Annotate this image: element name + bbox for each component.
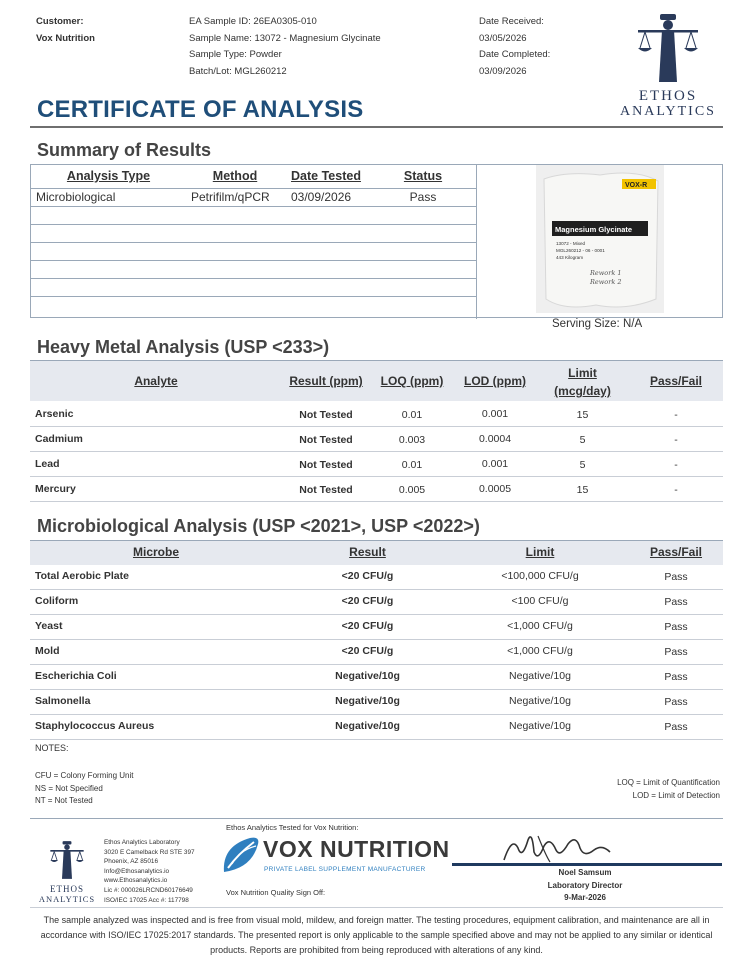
lab-line: www.Ethosanalytics.io — [104, 877, 168, 885]
hm-header-lod: LOD (ppm) — [464, 374, 526, 388]
summary-table — [30, 164, 723, 318]
hm-header-analyte: Analyte — [134, 374, 178, 388]
summary-line — [31, 242, 476, 243]
hm-cell-lod: 0.001 — [481, 408, 509, 420]
serving-size: Serving Size: N/A — [552, 318, 643, 330]
scales-of-justice-icon — [633, 12, 703, 84]
sample-id: EA Sample ID: 26EA0305-010 — [189, 16, 317, 27]
micro-cell-result: Negative/10g — [335, 670, 400, 682]
heavy-metal-title: Heavy Metal Analysis (USP <233>) — [37, 337, 330, 357]
micro-cell-microbe: Total Aerobic Plate — [35, 570, 129, 582]
summary-cell-analysis-type: Microbiological — [36, 190, 116, 204]
logo-line-2: ANALYTICS — [620, 104, 716, 119]
hm-header-pass-fail: Pass/Fail — [649, 374, 703, 388]
hm-cell-pass-fail: - — [674, 459, 678, 471]
hm-header-result: Result (ppm) — [289, 374, 363, 388]
micro-cell-result: Negative/10g — [335, 720, 400, 732]
hm-cell-result: Not Tested — [299, 409, 353, 421]
notes-label: NOTES: — [35, 743, 69, 753]
logo-line-1: ETHOS — [638, 88, 698, 104]
summary-cell-method: Petrifilm/qPCR — [191, 190, 270, 204]
sample-type: Sample Type: Powder — [189, 49, 282, 60]
note-cfu: CFU = Colony Forming Unit — [35, 771, 134, 780]
row-divider — [30, 689, 723, 690]
row-divider — [30, 501, 723, 502]
note-ns: NS = Not Specified — [35, 783, 103, 793]
summary-cell-date-tested: 03/09/2026 — [291, 190, 352, 204]
hm-cell-lod: 0.0005 — [478, 483, 512, 495]
hm-cell-loq: 0.003 — [398, 434, 426, 446]
summary-line — [31, 206, 476, 207]
micro-header-pass-fail: Pass/Fail — [649, 545, 703, 559]
micro-cell-microbe: Yeast — [35, 620, 63, 632]
lab-line: Ethos Analytics Laboratory — [104, 839, 180, 846]
vox-logo-subtitle: PRIVATE LABEL SUPPLEMENT MANUFACTURER — [264, 866, 426, 873]
customer-value: Vox Nutrition — [36, 32, 95, 44]
scales-of-justice-icon — [47, 840, 87, 880]
sign-date: 9-Mar-2026 — [564, 893, 606, 902]
micro-cell-pass-fail: Pass — [664, 571, 688, 583]
product-photo — [536, 165, 664, 313]
micro-cell-microbe: Escherichia Coli — [35, 670, 117, 682]
date-completed-label: Date Completed: — [479, 49, 551, 60]
micro-cell-limit: Negative/10g — [509, 670, 571, 682]
hm-cell-limit: 15 — [576, 484, 589, 496]
hm-cell-loq: 0.01 — [401, 459, 423, 471]
hm-cell-limit: 5 — [579, 459, 586, 471]
hm-cell-lod: 0.0004 — [478, 433, 512, 445]
tested-for-caption: Ethos Analytics Tested for Vox Nutrition: — [226, 823, 359, 832]
footer-logo-line-1: ETHOS — [50, 884, 84, 894]
micro-header-result: Result — [349, 545, 386, 559]
hm-cell-result: Not Tested — [299, 459, 353, 471]
hm-cell-pass-fail: - — [674, 409, 678, 421]
hm-cell-limit: 15 — [576, 409, 589, 421]
hm-cell-pass-fail: - — [674, 484, 678, 496]
hm-cell-analyte: Arsenic — [35, 408, 74, 420]
summary-title: Summary of Results — [37, 140, 212, 160]
signer-title: Laboratory Director — [547, 881, 623, 890]
micro-cell-result: <20 CFU/g — [341, 595, 394, 607]
micro-cell-limit: <1,000 CFU/g — [507, 645, 573, 657]
summary-line — [31, 260, 476, 261]
micro-cell-pass-fail: Pass — [664, 646, 688, 658]
quality-signoff-caption: Vox Nutrition Quality Sign Off: — [226, 888, 326, 897]
note-loq: LOQ = Limit of Quantification — [617, 778, 720, 787]
micro-cell-result: <20 CFU/g — [341, 570, 394, 582]
note-lod: LOD = Limit of Detection — [632, 790, 720, 800]
micro-cell-result: Negative/10g — [335, 695, 400, 707]
row-divider — [30, 639, 723, 640]
micro-header-microbe: Microbe — [132, 545, 179, 559]
micro-cell-pass-fail: Pass — [664, 596, 688, 608]
hm-header-limit: Limit — [568, 366, 597, 380]
customer-block — [36, 14, 95, 47]
ethos-logo — [612, 12, 724, 119]
micro-cell-limit: <1,000 CFU/g — [507, 620, 573, 632]
micro-title: Microbiological Analysis (USP <2021>, USP <2022>) — [37, 516, 480, 536]
photo-label-line-2: MGL260212 - 06 - 0001 — [556, 248, 605, 253]
micro-cell-pass-fail: Pass — [664, 696, 688, 708]
footer-rule — [30, 818, 723, 819]
photo-handwriting-1: Rework 1 — [590, 269, 622, 277]
micro-cell-limit: <100,000 CFU/g — [501, 570, 579, 582]
hm-cell-loq: 0.01 — [401, 409, 423, 421]
photo-brand-text: VOX-R — [625, 182, 648, 189]
notes-abbreviations-left — [35, 770, 133, 808]
lab-line: Phoenix, AZ 85016 — [104, 858, 159, 866]
hm-cell-lod: 0.001 — [481, 458, 509, 470]
summary-header-analysis-type: Analysis Type — [66, 169, 151, 183]
hm-cell-result: Not Tested — [299, 434, 353, 446]
footer-ethos-logo — [33, 840, 101, 904]
date-completed: 03/09/2026 — [479, 65, 527, 77]
row-divider — [30, 714, 723, 715]
disclaimer-rule — [30, 907, 723, 908]
note-nt: NT = Not Tested — [35, 796, 93, 805]
row-divider — [30, 664, 723, 665]
row-divider — [30, 426, 723, 427]
lab-line: Lic #: 000026LRCND60176649 — [104, 886, 193, 894]
micro-cell-limit: <100 CFU/g — [511, 595, 569, 607]
hm-cell-loq: 0.005 — [398, 484, 426, 496]
summary-line — [31, 224, 476, 225]
micro-cell-limit: Negative/10g — [509, 720, 571, 732]
signer-name: Noel Samsum — [558, 868, 612, 877]
hm-cell-result: Not Tested — [299, 484, 353, 496]
signature — [498, 826, 618, 866]
signature-line — [452, 863, 722, 866]
micro-cell-result: <20 CFU/g — [341, 620, 394, 632]
row-divider — [30, 476, 723, 477]
footer-logo-line-2: ANALYTICS — [38, 894, 96, 904]
summary-header-date-tested: Date Tested — [291, 169, 361, 183]
customer-label: Customer: — [36, 16, 84, 27]
summary-cell-status: Pass — [409, 190, 437, 204]
row-divider — [30, 614, 723, 615]
micro-cell-limit: Negative/10g — [509, 695, 571, 707]
sample-name: Sample Name: 13072 - Magnesium Glycinate — [189, 32, 381, 44]
lab-address — [104, 838, 195, 905]
micro-cell-pass-fail: Pass — [664, 721, 688, 733]
summary-header-method: Method — [212, 169, 258, 183]
micro-cell-pass-fail: Pass — [664, 621, 688, 633]
hm-cell-analyte: Mercury — [35, 483, 76, 495]
date-received-label: Date Received: — [479, 16, 544, 27]
title-rule — [30, 126, 723, 128]
photo-handwriting-2: Rework 2 — [590, 278, 622, 286]
vox-leaf-icon — [220, 834, 262, 876]
micro-cell-microbe: Mold — [35, 645, 60, 657]
micro-cell-microbe: Salmonella — [35, 695, 91, 707]
sample-block — [189, 14, 381, 80]
summary-header-status: Status — [403, 169, 443, 183]
summary-divider — [476, 165, 477, 319]
vox-logo-name: VOX NUTRITION — [263, 836, 450, 862]
photo-label-title: Magnesium Glycinate — [555, 225, 633, 234]
hm-header-loq: LOQ (ppm) — [380, 374, 444, 388]
lab-line: Info@Ethosanalytics.io — [104, 867, 170, 875]
row-divider — [30, 589, 723, 590]
date-received: 03/05/2026 — [479, 32, 527, 44]
row-divider — [30, 739, 723, 740]
lab-line: ISO/IEC 17025 Acc #: 117798 — [104, 896, 189, 904]
hm-cell-analyte: Lead — [35, 458, 60, 470]
notes-abbreviations-right — [617, 777, 720, 802]
page-title: CERTIFICATE OF ANALYSIS — [37, 96, 364, 123]
micro-header-limit: Limit — [525, 545, 555, 559]
micro-cell-result: <20 CFU/g — [341, 645, 394, 657]
photo-label-line-3: 443 Kilogram — [556, 255, 584, 260]
micro-cell-microbe: Staphylococcus Aureus — [35, 720, 155, 732]
dates-block — [479, 14, 550, 80]
disclaimer: The sample analyzed was inspected and is free from visual mold, mildew, and foreign matter. The testing procedures, equipment calibration, and maintenance are all in accordance with ISO/IEC 17025:2017 standards. The presented report is only applicable to the sample specified above and may not be applied to any similar or identical products. Reports are prohibited from being reproduced with alterations of any kind. — [40, 915, 713, 955]
micro-cell-microbe: Coliform — [35, 595, 79, 607]
hm-cell-pass-fail: - — [674, 434, 678, 446]
summary-line — [31, 278, 476, 279]
micro-cell-pass-fail: Pass — [664, 671, 688, 683]
hm-cell-analyte: Cadmium — [35, 433, 83, 445]
photo-label-line-1: 13072 - Mixed — [556, 241, 586, 246]
hm-cell-limit: 5 — [579, 434, 586, 446]
hm-header-limit-unit: (mcg/day) — [554, 384, 611, 398]
summary-line — [31, 296, 476, 297]
batch-lot: Batch/Lot: MGL260212 — [189, 65, 287, 77]
row-divider — [30, 451, 723, 452]
lab-line: 3020 E Camelback Rd STE 397 — [104, 848, 195, 856]
